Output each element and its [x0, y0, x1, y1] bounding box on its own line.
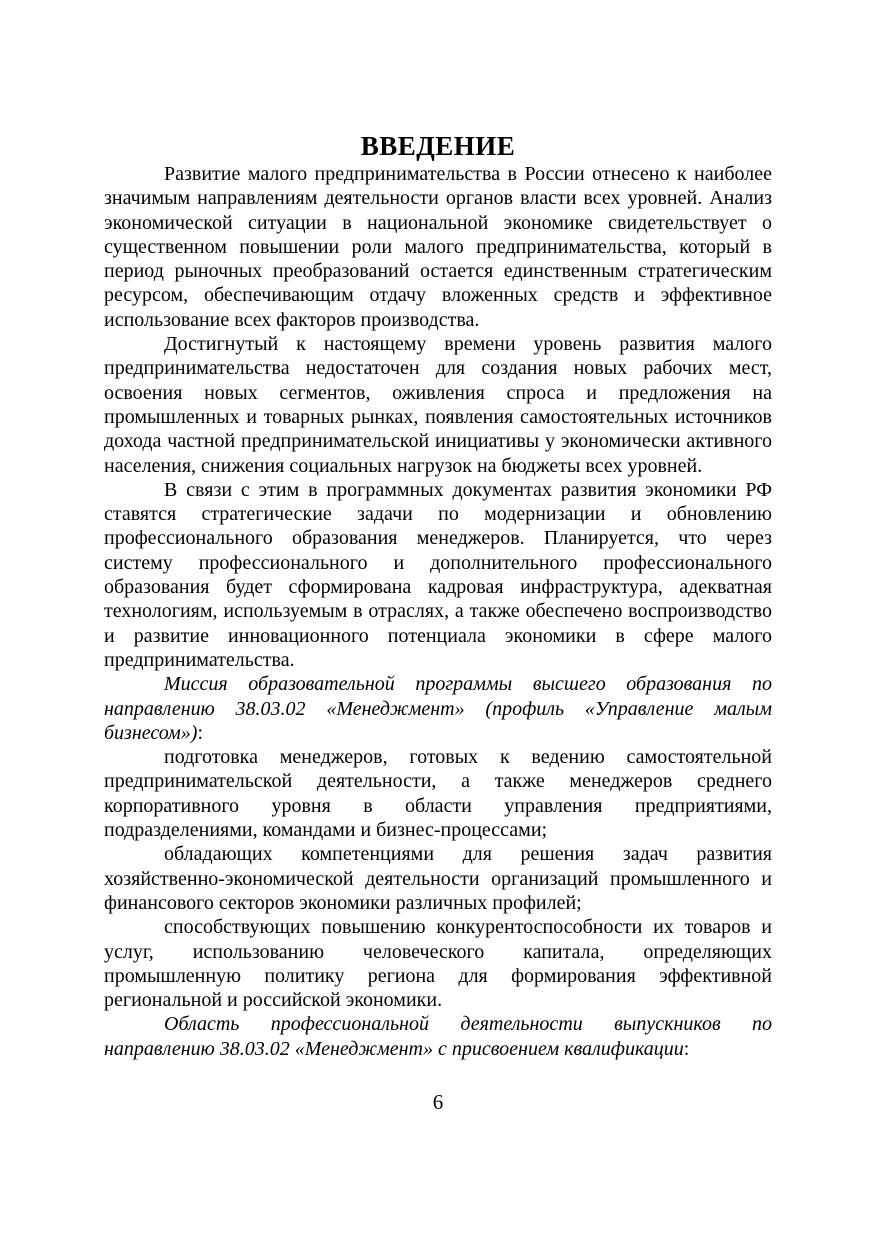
- page-title: ВВЕДЕНИЕ: [360, 131, 516, 162]
- paragraph-mission-item-3: способствующих повышению конкурентоспособности их товаров и услуг, использованию человеческого капитала, определяющих промышленную политику региона для формирования эффективной региональной и российской экономики.: [104, 916, 772, 1012]
- page-number: 6: [432, 1090, 444, 1114]
- paragraph-intro: Развитие малого предпринимательства в России отнесено к наиболее значимым направлениям деятельности органов власти всех уровней. Анализ экономической ситуации в национальной экономике свидетельствует о существенном повышении роли малого предпринимательства, который в период рыночных преобразований остается единственным стратегическим ресурсом, обеспечивающим отдачу вложенных средств и эффективное использование всех факторов производства.: [104, 163, 772, 331]
- mission-colon: :: [197, 721, 203, 744]
- paragraph-professional-area: [104, 1012, 772, 1061]
- paragraph-mission-item-2: обладающих компетенциями для решения задач развития хозяйственно-экономической деятельности организаций промышленного и финансового секторов экономики различных профилей;: [104, 843, 772, 914]
- paragraph-mission-item-1: подготовка менеджеров, готовых к ведению самостоятельной предпринимательской деятельности, а также менеджеров среднего корпоративного уровня в области управления предприятиями, подразделениями, командами и бизнес-процессами;: [104, 746, 772, 842]
- professional-area-heading: Область профессиональной деятельности выпускников по направлению 38.03.02 «Менеджмент» с присвоением квалификации: [104, 1013, 772, 1060]
- mission-heading: Миссия образовательной программы высшего образования по направлению 38.03.02 «Менеджмент» (профиль «Управление малым бизнесом»): [104, 673, 772, 744]
- paragraph-strategic-goals: В связи с этим в программных документах развития экономики РФ ставятся стратегические задачи по модернизации и обновлению профессионального образования менеджеров. Планируется, что через систему профессионального и дополнительного профессионального образования будет сформирована кадровая инфраструктура, адекватная технологиям, используемым в отраслях, а также обеспечено воспроизводство и развитие инновационного потенциала экономики в сфере малого предпринимательства.: [104, 478, 772, 671]
- professional-area-colon: :: [683, 1037, 690, 1060]
- paragraph-mission: [104, 672, 772, 745]
- body-text: [104, 162, 772, 1061]
- paragraph-current-level: Достигнутый к настоящему времени уровень развития малого предпринимательства недостаточен для создания новых рабочих мест, освоения новых сегментов, оживления спроса и предложения на промышленных и товарных рынках, появления самостоятельных источников дохода частной предпринимательской инициативы у экономически активного населения, снижения социальных нагрузок на бюджеты всех уровней.: [104, 333, 772, 477]
